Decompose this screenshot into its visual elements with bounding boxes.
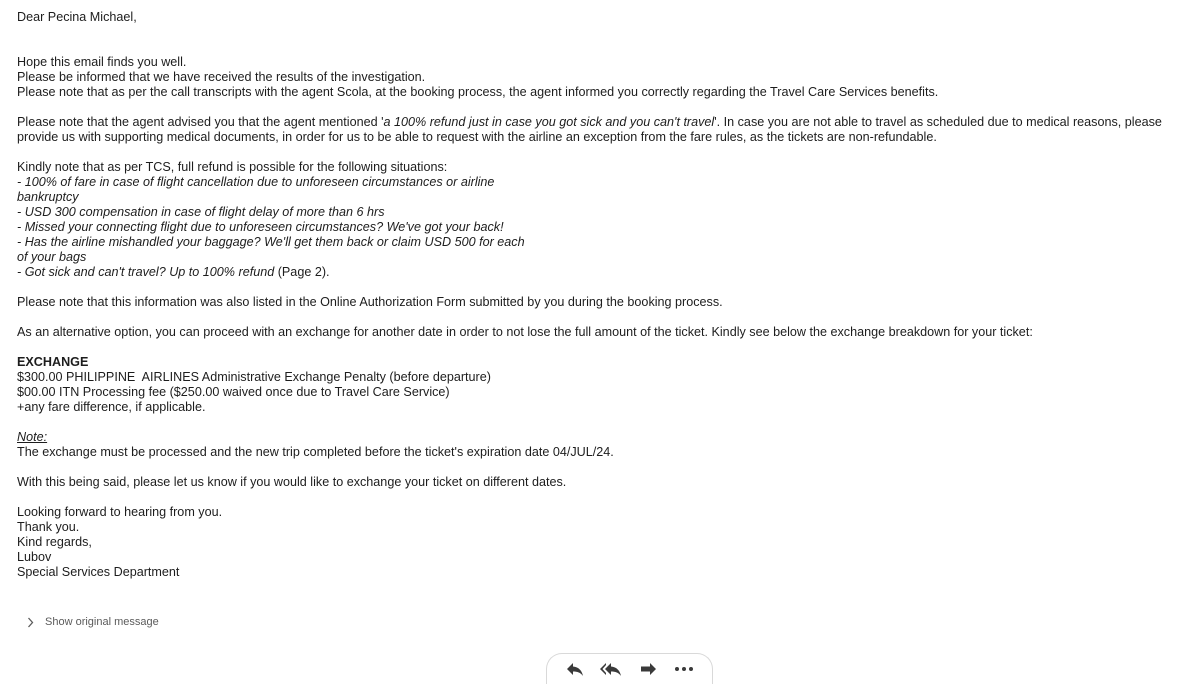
tcs-item: - 100% of fare in case of flight cancellation due to unforeseen circumstances or airline	[17, 175, 495, 189]
tcs-item-last	[17, 265, 1199, 280]
closing-line: Thank you.	[17, 520, 80, 534]
note-text: The exchange must be processed and the new trip completed before the ticket's expiration date 04/JUL/24.	[17, 445, 614, 459]
agent-advice-after: '. In case you are not able to travel as scheduled due to medical reasons, please	[714, 115, 1162, 129]
exchange-line: $00.00 ITN Processing fee ($250.00 waived once due to Travel Care Service)	[17, 385, 450, 399]
email-body	[17, 10, 1199, 580]
tcs-item: - USD 300 compensation in case of flight delay of more than 6 hrs	[17, 205, 385, 219]
reply-all-icon	[599, 661, 623, 677]
message-action-bar	[546, 653, 713, 684]
paragraph-tcs-benefits	[17, 160, 1199, 280]
tcs-item: - Has the airline mishandled your baggage? We'll get them back or claim USD 500 for each	[17, 235, 525, 249]
agent-advice-line-2: provide us with supporting medical documents, in order for us to be able to request with the airline an exception from the fare rules, as the tickets are non-refundable.	[17, 130, 937, 144]
closing-line: Kind regards,	[17, 535, 92, 549]
closing-line: Looking forward to hearing from you.	[17, 505, 223, 519]
exchange-heading: EXCHANGE	[17, 355, 89, 369]
intro-line-1: Hope this email finds you well.	[17, 55, 187, 69]
tcs-item-last-plain: (Page 2).	[274, 265, 330, 279]
sender-department: Special Services Department	[17, 565, 180, 579]
paragraph-alternative-option: As an alternative option, you can proceed with an exchange for another date in order to not lose the full amount of the ticket. Kindly see below the exchange breakdown for your ticket:	[17, 325, 1033, 339]
show-original-message-toggle[interactable]	[26, 616, 159, 628]
tcs-item: - Missed your connecting flight due to unforeseen circumstances? We've got your back!	[17, 220, 504, 234]
signature-block	[17, 505, 1199, 580]
intro-line-2: Please be informed that we have received the results of the investigation.	[17, 70, 426, 84]
more-actions-button[interactable]	[669, 657, 699, 681]
paragraph-authorization-form: Please note that this information was also listed in the Online Authorization Form submitted by you during the booking process.	[17, 295, 723, 309]
tcs-item-last-italic: - Got sick and can't travel? Up to 100% refund	[17, 265, 275, 279]
forward-icon	[638, 661, 658, 677]
agent-advice-before: Please note that the agent advised you that the agent mentioned '	[17, 115, 384, 129]
exchange-breakdown	[17, 355, 1199, 415]
note-label: Note:	[17, 430, 48, 444]
agent-quote: a 100% refund just in case you got sick and you can't travel	[383, 115, 715, 129]
reply-all-button[interactable]	[596, 657, 626, 681]
paragraph-agent-advice	[17, 115, 1199, 145]
reply-icon	[565, 661, 585, 677]
forward-button[interactable]	[633, 657, 663, 681]
reply-button[interactable]	[560, 657, 590, 681]
paragraph-intro	[17, 55, 1199, 100]
tcs-item: bankruptcy	[17, 190, 79, 204]
paragraph-exchange-request: With this being said, please let us know if you would like to exchange your ticket on different dates.	[17, 475, 567, 489]
chevron-right-icon	[26, 616, 35, 628]
tcs-intro: Kindly note that as per TCS, full refund is possible for the following situations:	[17, 160, 448, 174]
greeting: Dear Pecina Michael,	[17, 10, 137, 24]
more-horizontal-icon	[674, 666, 694, 672]
intro-line-3: Please note that as per the call transcripts with the agent Scola, at the booking process, the agent informed you correctly regarding the Travel Care Services benefits.	[17, 85, 939, 99]
exchange-line: +any fare difference, if applicable.	[17, 400, 206, 414]
tcs-item: of your bags	[17, 250, 87, 264]
agent-advice-line-1	[17, 115, 1199, 130]
sender-name: Lubov	[17, 550, 52, 564]
show-original-label: Show original message	[45, 616, 159, 628]
exchange-line: $300.00 PHILIPPINE AIRLINES Administrative Exchange Penalty (before departure)	[17, 370, 491, 384]
note-block	[17, 430, 1199, 460]
